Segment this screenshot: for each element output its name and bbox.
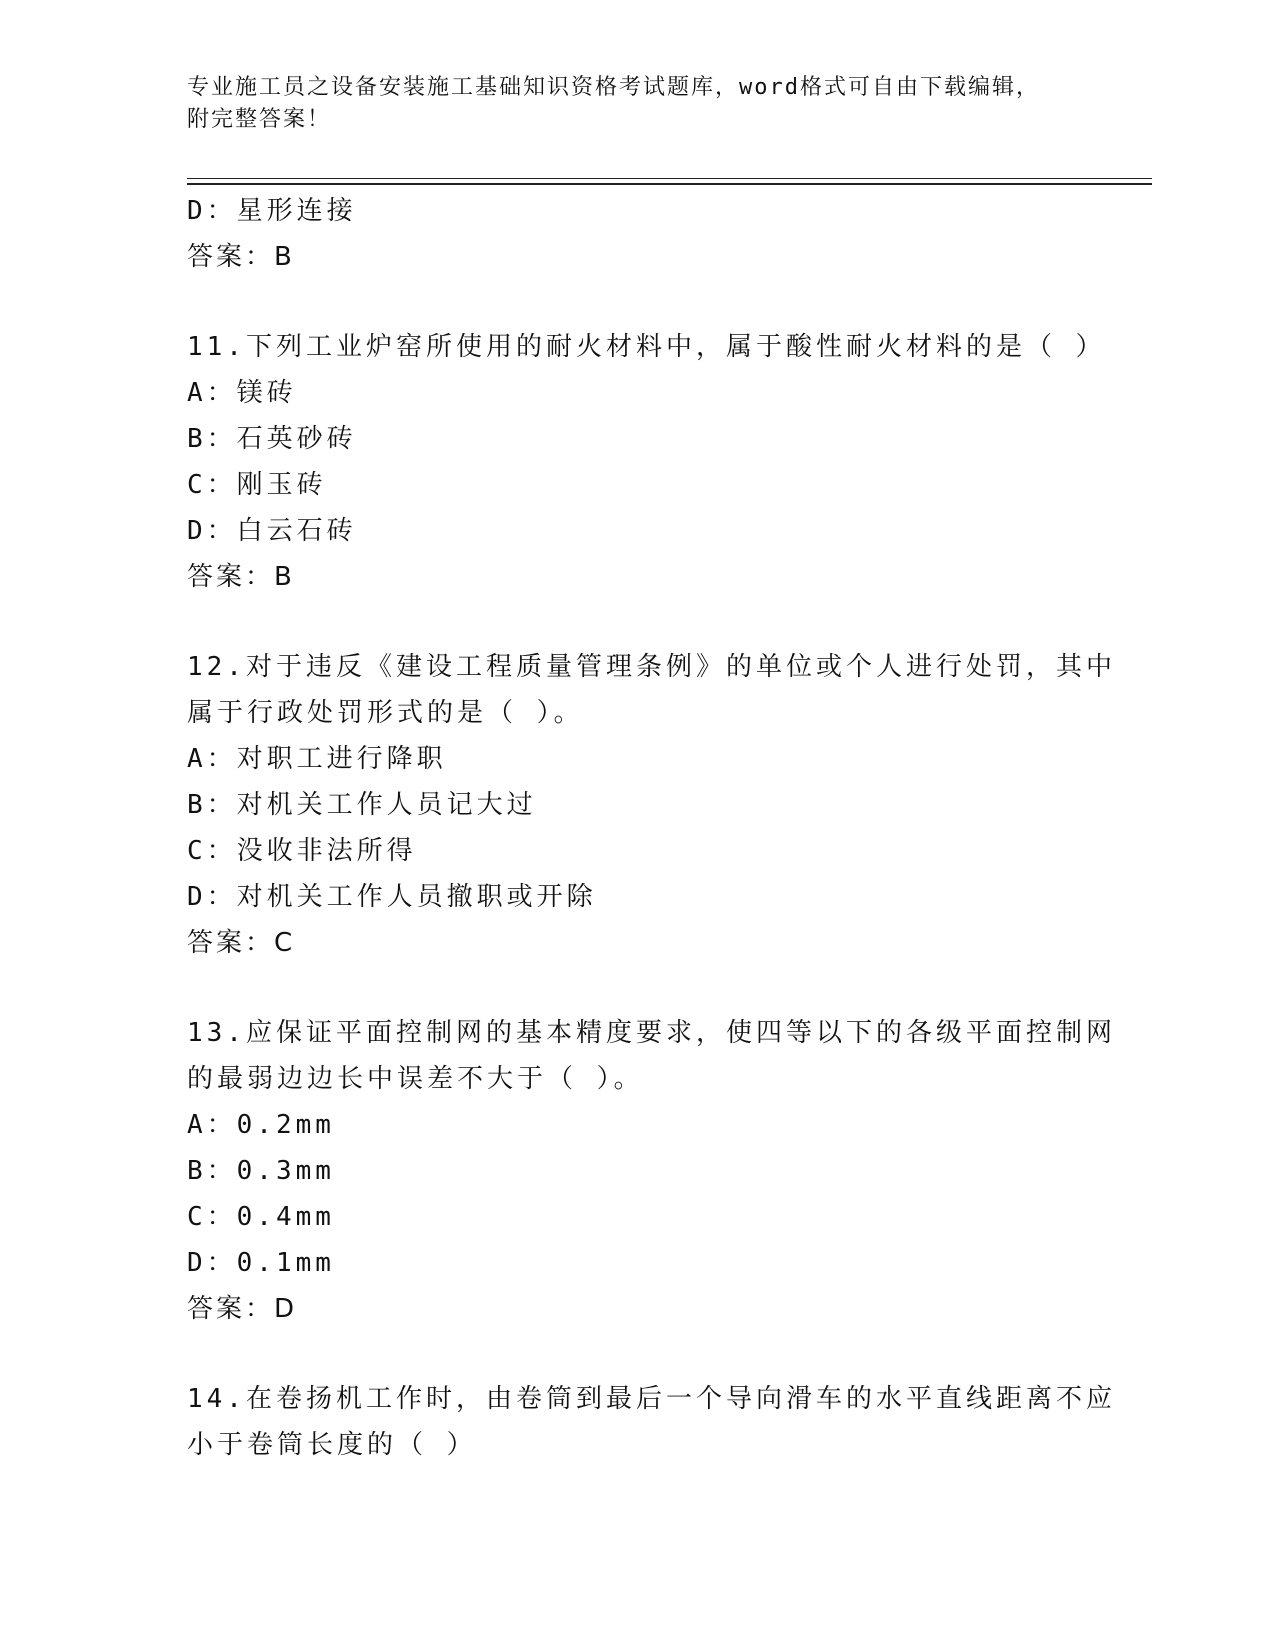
question-text: 13.应保证平面控制网的基本精度要求，使四等以下的各级平面控制网 (187, 1018, 1116, 1048)
option-d: D：对机关工作人员撤职或开除 (187, 882, 597, 912)
option-c: C：没收非法所得 (187, 836, 417, 866)
option-d: D：白云石砖 (187, 516, 357, 546)
question-list (187, 188, 1116, 1468)
header-divider-top (187, 178, 1152, 179)
answer: 答案：D (187, 1294, 298, 1324)
option-d: D：星形连接 (187, 196, 357, 226)
option-b: B：0.3mm (187, 1156, 335, 1186)
spacer (187, 1332, 1087, 1376)
question-text: 14.在卷扬机工作时，由卷筒到最后一个导向滑车的水平直线距离不应 (187, 1384, 1116, 1414)
spacer (187, 600, 1087, 644)
header-divider-bottom (187, 183, 1152, 185)
question-text-continued: 的最弱边边长中误差不大于（ ）。 (187, 1064, 644, 1094)
question-13 (187, 1010, 1116, 1332)
question-11 (187, 324, 1106, 600)
option-c: C：0.4mm (187, 1202, 335, 1232)
question-14 (187, 1376, 1116, 1468)
previous-question-tail (187, 188, 1087, 280)
question-12 (187, 644, 1116, 966)
question-text-continued: 小于卷筒长度的（ ） (187, 1430, 477, 1460)
option-c: C：刚玉砖 (187, 470, 327, 500)
answer: 答案：C (187, 928, 296, 958)
option-b: B：石英砂砖 (187, 424, 357, 454)
option-a: A：0.2mm (187, 1110, 335, 1140)
option-d: D：0.1mm (187, 1248, 335, 1278)
spacer (187, 280, 1087, 324)
question-text: 12.对于违反《建设工程质量管理条例》的单位或个人进行处罚，其中 (187, 652, 1116, 682)
document-header (187, 72, 1087, 136)
question-text: 11.下列工业炉窑所使用的耐火材料中，属于酸性耐火材料的是（ ） (187, 332, 1106, 362)
option-b: B：对机关工作人员记大过 (187, 790, 537, 820)
answer: 答案：B (187, 562, 295, 592)
option-a: A：镁砖 (187, 378, 297, 408)
option-a: A：对职工进行降职 (187, 744, 447, 774)
question-text-continued: 属于行政处罚形式的是（ ）。 (187, 698, 584, 728)
header-line-2: 附完整答案！ (187, 107, 332, 132)
header-line-1: 专业施工员之设备安装施工基础知识资格考试题库，word格式可自由下载编辑， (187, 75, 1040, 100)
spacer (187, 966, 1087, 1010)
answer: 答案：B (187, 242, 295, 272)
